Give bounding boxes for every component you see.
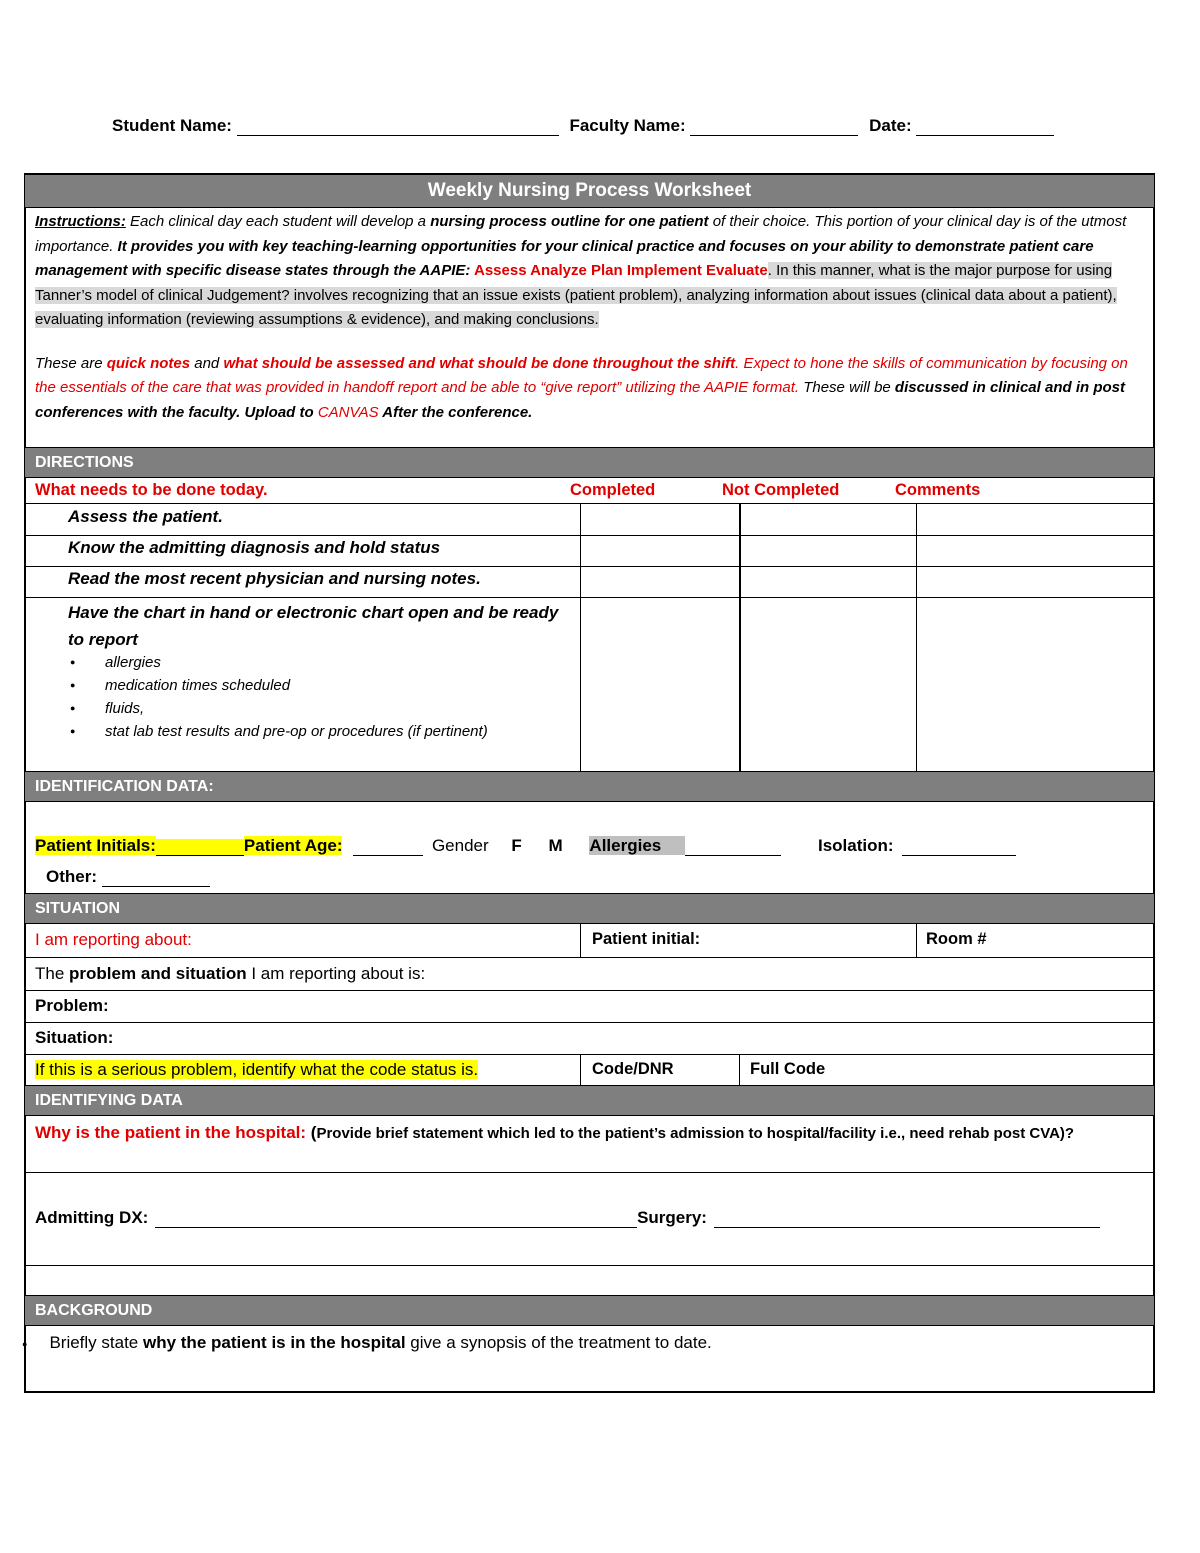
situation-label: Situation: — [35, 1028, 114, 1047]
patient-age-field[interactable] — [353, 839, 423, 856]
text: Briefly state — [49, 1333, 143, 1352]
direction-item: Assess the patient. — [68, 507, 223, 526]
patient-initial-label: Patient initial: — [592, 930, 701, 948]
surgery-field[interactable] — [714, 1211, 1100, 1228]
report-checklist — [68, 651, 488, 743]
patient-initials-label: Patient Initials: — [35, 836, 156, 855]
direction-item: Know the admitting diagnosis and hold status — [68, 538, 441, 557]
instr-text: quick notes — [106, 354, 191, 372]
divider — [25, 1172, 1154, 1173]
divider — [25, 957, 1154, 958]
isolation-field[interactable] — [902, 839, 1016, 856]
aapie-text: Assess Analyze Plan Implement Evaluate — [470, 262, 768, 279]
problem-label: Problem: — [35, 996, 109, 1015]
admitting-surgery-row — [35, 1208, 1100, 1228]
why-hospital-text: Provide brief statement which led to the patient’s admission to hospital/facility i.e., need rehab post CVA)? — [316, 1125, 1075, 1142]
divider — [580, 924, 581, 957]
divider — [25, 535, 1154, 536]
worksheet-title: Weekly Nursing Process Worksheet — [25, 174, 1154, 208]
gender-m[interactable]: M — [548, 836, 563, 855]
instr-text: what should be assessed and what should be done throughout the shift — [223, 354, 736, 372]
student-name-field[interactable] — [237, 117, 559, 136]
colon: : — [336, 836, 343, 855]
text: problem and situation — [69, 964, 247, 983]
instr-text: and — [190, 354, 224, 372]
text: I am reporting about is: — [246, 964, 426, 983]
date-label: Date: — [869, 116, 912, 135]
faculty-name-label: Faculty Name: — [569, 116, 686, 135]
code-dnr-option[interactable]: Code/DNR — [592, 1060, 674, 1078]
divider — [25, 566, 1154, 567]
divider — [916, 503, 917, 771]
faculty-name-field[interactable] — [690, 117, 858, 136]
instr-text: . Expect to hone the skills of communication by focusing on the essentials of the care that was provided in handoff report and be able to “give report” utilizing the AAPIE format. — [35, 354, 1128, 396]
why-hospital-row — [35, 1123, 1074, 1143]
instructions-paragraph-2 — [35, 352, 1145, 426]
situation-heading: SITUATION — [25, 893, 1154, 924]
other-label: Other: — [46, 867, 97, 886]
col-completed-header: Completed — [570, 481, 656, 499]
problem-situation-line — [35, 964, 425, 984]
instr-text: in clinical and in post conferences with the faculty. Upload to — [35, 379, 1125, 421]
instr-text: of their choice. This portion of your clinical day is of the utmost importance. — [35, 213, 1127, 255]
serious-problem-label: If this is a serious problem, identify what the code status is. — [35, 1060, 479, 1079]
serious-problem-row — [35, 1060, 478, 1080]
divider — [25, 990, 1154, 991]
header-fields — [112, 116, 1102, 142]
divider — [25, 1265, 1154, 1266]
text: why the patient is in the hospital — [142, 1333, 406, 1352]
instr-text: nursing process outline for one patient — [430, 213, 709, 230]
instr-text: These are — [35, 354, 107, 372]
instr-text: It provides you with key teaching-learning opportunities for your clinical practice and focuses on your ability to demonstrate patient care management with specific disease states through the AAPIE: — [35, 237, 1094, 279]
divider — [25, 597, 1154, 598]
list-item: ● fluids, — [68, 697, 488, 720]
instructions-label: Instructions: — [35, 213, 126, 230]
date-field[interactable] — [916, 117, 1054, 136]
instr-text: After the conference. — [378, 403, 533, 421]
background-heading: BACKGROUND — [25, 1295, 1154, 1326]
gender-f[interactable]: F — [511, 836, 522, 855]
instructions-paragraph-1 — [35, 210, 1145, 333]
isolation-label: Isolation: — [817, 836, 894, 855]
identification-heading: IDENTIFICATION DATA: — [25, 771, 1154, 802]
text: The — [35, 964, 70, 983]
admitting-dx-label: Admitting DX: — [35, 1208, 149, 1227]
identifying-heading: IDENTIFYING DATA — [25, 1085, 1154, 1116]
instr-text: discussed — [894, 379, 969, 396]
allergies-field[interactable] — [685, 839, 781, 856]
full-code-option[interactable]: Full Code — [750, 1060, 826, 1078]
identification-row — [35, 836, 1016, 856]
divider — [739, 1054, 740, 1085]
admitting-dx-field[interactable] — [155, 1211, 637, 1228]
divider — [739, 503, 741, 771]
text: give a synopsis of the treatment to date. — [405, 1333, 712, 1352]
bullet-icon: ● — [22, 1338, 28, 1349]
canvas-text: CANVAS — [317, 403, 379, 421]
divider — [580, 1054, 581, 1085]
directions-heading: DIRECTIONS — [25, 447, 1154, 478]
list-item: ● medication times scheduled — [68, 674, 488, 697]
patient-age-label: Patient Age — [243, 836, 337, 855]
col-task-header: What needs to be done today. — [35, 481, 268, 499]
patient-initials-field[interactable] — [156, 839, 244, 856]
surgery-label: Surgery: — [637, 1208, 707, 1227]
instr-text: . In this manner, what is the major purpose for using Tanner’s model of clinical Judgement? involves recognizing that an issue exists (patient problem), analyzing information about issues (clinical data about a patient), evaluating information (reviewing assumptions & evidence), and making conclusions. — [35, 262, 1117, 328]
text: ( — [306, 1123, 317, 1142]
why-hospital-label: Why is the patient in the hospital: — [35, 1123, 307, 1142]
instructions-block — [35, 210, 1145, 425]
instr-text: Each clinical day each student will develop a — [125, 213, 431, 230]
col-not-completed-header: Not Completed — [722, 481, 840, 499]
list-item: ● allergies — [68, 651, 488, 674]
allergies-label: Allergies — [589, 836, 685, 855]
divider — [916, 924, 917, 957]
reporting-about-label: I am reporting about: — [35, 930, 192, 949]
other-row — [46, 867, 210, 887]
gender-label: Gender — [431, 836, 489, 855]
divider — [25, 503, 1154, 504]
background-text — [22, 1333, 712, 1353]
direction-item: Read the most recent physician and nursing notes. — [68, 569, 481, 588]
divider — [25, 1054, 1154, 1055]
col-comments-header: Comments — [895, 481, 981, 499]
other-field[interactable] — [102, 870, 210, 887]
instr-text: These will be — [799, 379, 895, 396]
student-name-label: Student Name: — [112, 116, 232, 135]
list-item: ● stat lab test results and pre-op or procedures (if pertinent) — [68, 720, 488, 743]
divider — [580, 503, 581, 771]
direction-item: Have the chart in hand or electronic chart open and be ready to report — [68, 603, 559, 649]
divider — [25, 1022, 1154, 1023]
room-label: Room # — [926, 930, 987, 948]
